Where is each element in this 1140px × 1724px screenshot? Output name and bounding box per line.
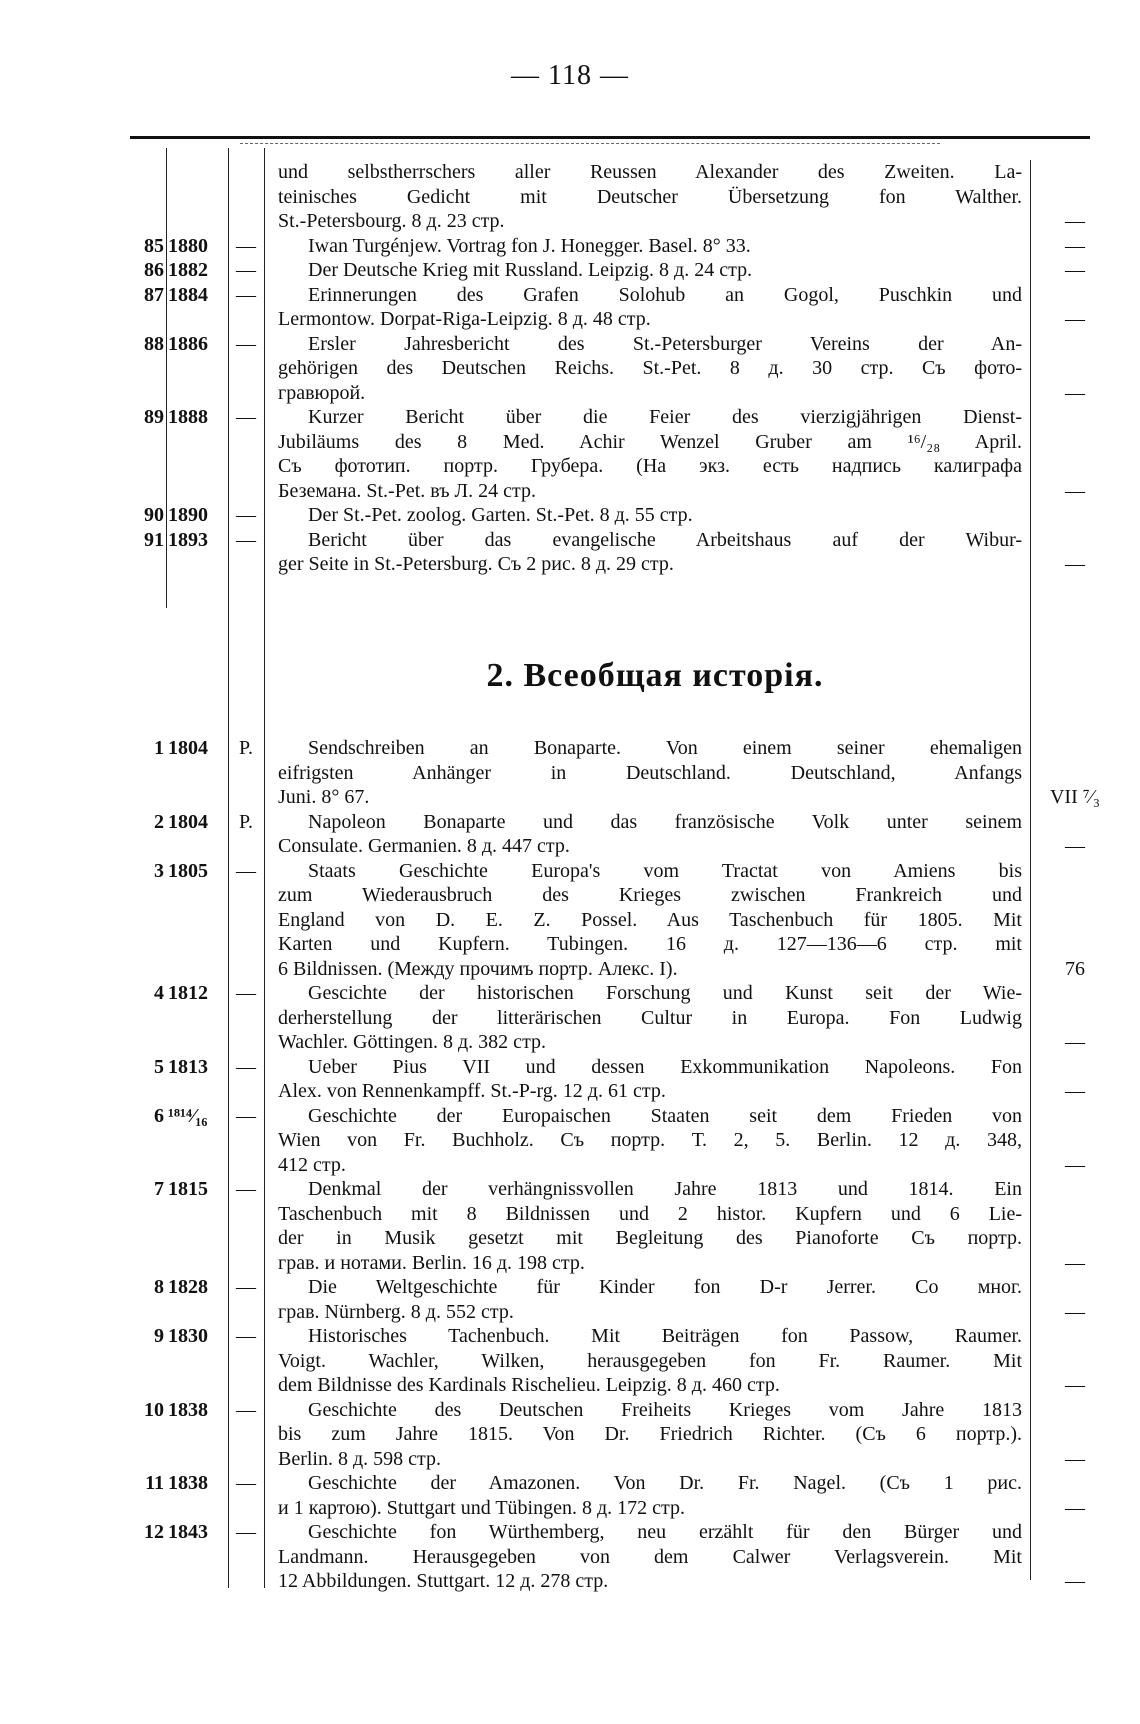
- entry-line: Die Weltgeschichte für Kinder fon D-r Jerrer. Со мног.: [308, 1276, 1022, 1298]
- entry-price: —: [1065, 308, 1085, 330]
- entry-mark: —: [236, 259, 256, 281]
- entry-number: 10: [144, 1398, 164, 1421]
- entry-text: [278, 1177, 1022, 1275]
- entry-line: eifrigsten Anhänger in Deutschland. Deutschland, Anfangs: [278, 761, 1022, 784]
- entry-number: 90: [144, 504, 164, 526]
- entry-text: [278, 258, 1022, 283]
- entry-line: St.-Petersbourg. 8 д. 23 стр.: [278, 210, 505, 232]
- entry-price: —: [1065, 1374, 1085, 1396]
- entry-year: 1813: [168, 1055, 208, 1078]
- entry-line: гравюрой.: [278, 381, 366, 404]
- entry-line: 6 Bildnissen. (Между прочимъ портр. Алекс. I).: [278, 957, 678, 980]
- page-number: — 118 —: [511, 60, 629, 91]
- entry-text: [278, 1324, 1022, 1398]
- entry-year: 1804: [168, 810, 208, 833]
- entry-line: Geschichte fon Würthemberg, neu erzählt für den Bürger und: [308, 1521, 1022, 1543]
- entry-row: [0, 528, 1140, 577]
- entry-text: [278, 1520, 1022, 1594]
- entry-text: [278, 528, 1022, 577]
- entry-mark: —: [236, 1398, 256, 1421]
- entry-mark: P.: [239, 810, 253, 833]
- entry-number: 85: [144, 234, 164, 257]
- entry-row: [0, 1324, 1140, 1398]
- entry-year: 1838: [168, 1398, 208, 1421]
- entry-line: Беземана. St.-Pet. въ Л. 24 стр.: [278, 479, 536, 502]
- entry-row: [0, 258, 1140, 283]
- entry-line: ger Seite in St.-Petersburg. Съ 2 рис. 8 д. 29 стр.: [278, 553, 674, 575]
- entry-line: bis zum Jahre 1815. Von Dr. Friedrich Richter. (Съ 6 портр.).: [278, 1423, 1022, 1445]
- entry-text: [278, 283, 1022, 332]
- entry-line: gehörigen des Deutschen Reichs. St.-Pet. 8 д. 30 стр. Съ фото-: [278, 357, 1022, 379]
- entry-year: 1815: [168, 1178, 208, 1200]
- entry-price: 76: [1065, 957, 1085, 980]
- entry-number: 91: [144, 528, 164, 551]
- entry-year: ¹⁸¹⁴⁄₁₆: [168, 1104, 208, 1127]
- entry-line: und selbstherrschers aller Reussen Alexander des Zweiten. La-: [278, 161, 1022, 183]
- entry-mark: —: [236, 1178, 256, 1200]
- entry-year: 1884: [168, 283, 208, 306]
- entry-line: Voigt. Wachler, Wilken, herausgegeben fon Fr. Raumer. Mit: [278, 1349, 1022, 1372]
- entry-price: VII ⁷⁄₃: [1049, 786, 1101, 808]
- entry-number: 89: [144, 406, 164, 428]
- entry-number: 4: [154, 982, 164, 1004]
- entry-price: —: [1065, 1031, 1085, 1053]
- entry-line: Sendschreiben an Bonaparte. Von einem seiner ehemaligen: [308, 737, 1022, 759]
- entry-mark: P.: [239, 737, 253, 759]
- entry-mark: —: [236, 332, 256, 355]
- entry-line: der in Musik gesetzt mit Begleitung des Pianoforte Съ портр.: [278, 1227, 1022, 1249]
- entry-line: Taschenbuch mit 8 Bildnissen und 2 histor. Kupfern und 6 Lie-: [278, 1202, 1022, 1225]
- entry-price: —: [1065, 1447, 1085, 1470]
- entry-text: [278, 405, 1022, 503]
- entry-line: Historisches Tachenbuch. Mit Beiträgen fon Passow, Raumer.: [308, 1325, 1022, 1347]
- entry-mark: —: [236, 504, 256, 526]
- entry-line: dem Bildnisse des Kardinals Rischelieu. Leipzig. 8 д. 460 стр.: [278, 1374, 780, 1396]
- entry-number: 3: [154, 859, 164, 882]
- entry-row: [0, 1520, 1140, 1594]
- entry-line: Karten und Kupfern. Tubingen. 16 д. 127—136—6 стр. mit: [278, 933, 1022, 955]
- entry-text: [278, 981, 1022, 1055]
- header-rule-dashed: [240, 143, 940, 145]
- entry-price: —: [1065, 1300, 1085, 1323]
- entry-price: —: [1065, 1570, 1085, 1592]
- entry-mark: —: [236, 1055, 256, 1078]
- entry-line: 12 Abbildungen. Stuttgart. 12 д. 278 стр.: [278, 1570, 609, 1592]
- entry-line: Wien von Fr. Buchholz. Съ портр. Т. 2, 5. Berlin. 12 д. 348,: [278, 1129, 1022, 1151]
- entry-text: [278, 332, 1022, 406]
- entry-line: Alex. von Rennenkampff. St.-P-rg. 12 д. 61 стр.: [278, 1080, 666, 1102]
- header-rule: [130, 136, 1090, 139]
- entry-year: 1890: [168, 504, 208, 526]
- entry-year: 1828: [168, 1276, 208, 1298]
- entry-line: teinisches Gedicht mit Deutscher Übersetzung fon Walther.: [278, 185, 1022, 208]
- entry-year: 1830: [168, 1325, 208, 1347]
- entry-text: [278, 810, 1022, 859]
- entry-mark: —: [236, 1325, 256, 1347]
- entry-mark: —: [236, 982, 256, 1004]
- entry-price: —: [1065, 381, 1085, 404]
- entry-number: 6: [154, 1104, 164, 1127]
- entry-text: [278, 1275, 1022, 1324]
- entry-year: 1805: [168, 859, 208, 882]
- entry-mark: —: [236, 234, 256, 257]
- entry-number: 7: [154, 1178, 164, 1200]
- entry-line: Gescichte der historischen Forschung und Kunst seit der Wie-: [308, 982, 1022, 1004]
- entry-line: Ueber Pius VII und dessen Exkommunikation Napoleons. Fon: [308, 1055, 1022, 1078]
- entry-text: [278, 234, 1022, 259]
- entry-price: —: [1065, 1153, 1085, 1176]
- entry-row: [0, 859, 1140, 982]
- entry-line: Съ фототип. портр. Грубера. (На экз. есть надпись калиграфа: [278, 455, 1022, 477]
- entry-line: Wachler. Göttingen. 8 д. 382 стр.: [278, 1031, 547, 1053]
- entry-line: Juni. 8° 67.: [278, 786, 370, 808]
- entry-line: Lermontow. Dorpat-Riga-Leipzig. 8 д. 48 стр.: [278, 308, 651, 330]
- entry-year: 1843: [168, 1521, 208, 1543]
- entry-row: [0, 503, 1140, 528]
- entry-text: [278, 1398, 1022, 1472]
- entry-mark: —: [236, 1521, 256, 1543]
- entry-price: —: [1065, 259, 1085, 281]
- entry-text: [278, 1055, 1022, 1104]
- entry-number: 11: [145, 1472, 164, 1494]
- entry-price: —: [1065, 234, 1085, 257]
- entry-mark: —: [236, 859, 256, 882]
- entry-number: 2: [154, 810, 164, 833]
- entry-price: —: [1065, 1496, 1085, 1519]
- entry-price: —: [1065, 479, 1085, 502]
- entry-year: 1838: [168, 1472, 208, 1494]
- entry-line: Der St.-Pet. zoolog. Garten. St.-Pet. 8 д. 55 стр.: [308, 504, 693, 526]
- entry-row: [0, 1177, 1140, 1275]
- entry-number: 88: [144, 332, 164, 355]
- entry-line: Bericht über das evangelische Arbeitshaus auf der Wibur-: [308, 528, 1022, 551]
- entry-line: Geschichte der Amazonen. Von Dr. Fr. Nagel. (Съ 1 рис.: [308, 1472, 1022, 1494]
- entry-line: Kurzer Bericht über die Feier des vierzigjährigen Dienst-: [308, 406, 1022, 428]
- entry-line: England von D. E. Z. Possel. Aus Taschenbuch für 1805. Mit: [278, 908, 1022, 931]
- entry-line: Geschichte des Deutschen Freiheits Krieges vom Jahre 1813: [308, 1398, 1022, 1421]
- entry-mark: —: [236, 406, 256, 428]
- entry-year: 1804: [168, 737, 208, 759]
- entry-row: [0, 405, 1140, 503]
- entry-text: [278, 160, 1022, 234]
- entry-row: [0, 160, 1140, 234]
- entry-line: Geschichte der Europaischen Staaten seit dem Frieden von: [308, 1104, 1022, 1127]
- entry-line: Landmann. Herausgegeben von dem Calwer Verlagsverein. Mit: [278, 1545, 1022, 1568]
- entry-row: [0, 283, 1140, 332]
- entry-row: [0, 981, 1140, 1055]
- entry-year: 1880: [168, 234, 208, 257]
- entry-year: 1893: [168, 528, 208, 551]
- entry-line: Berlin. 8 д. 598 стр.: [278, 1447, 442, 1470]
- entry-year: 1886: [168, 332, 208, 355]
- entry-text: [278, 1104, 1022, 1178]
- entry-row: [0, 736, 1140, 810]
- entry-mark: —: [236, 283, 256, 306]
- entry-row: [0, 810, 1140, 859]
- entry-row: [0, 1055, 1140, 1104]
- entry-row: [0, 1104, 1140, 1178]
- entry-line: zum Wiederausbruch des Krieges zwischen Frankreich und: [278, 884, 1022, 906]
- entry-line: Erinnerungen des Grafen Solohub an Gogol, Puschkin und: [308, 283, 1022, 306]
- entry-mark: —: [236, 528, 256, 551]
- entry-line: Denkmal der verhängnissvollen Jahre 1813 und 1814. Ein: [308, 1178, 1022, 1200]
- entry-line: derherstellung der litterärischen Cultur in Europa. Fon Ludwig: [278, 1006, 1022, 1029]
- entry-number: 9: [154, 1325, 164, 1347]
- entry-price: —: [1065, 1080, 1085, 1102]
- entry-line: Staats Geschichte Europa's vom Tractat von Amiens bis: [308, 859, 1022, 882]
- entry-price: —: [1065, 210, 1085, 232]
- entry-row: [0, 1398, 1140, 1472]
- entry-line: грав. и нотами. Berlin. 16 д. 198 стр.: [278, 1251, 585, 1274]
- entry-number: 86: [144, 259, 164, 281]
- entry-number: 87: [144, 283, 164, 306]
- entry-text: [278, 1471, 1022, 1520]
- entry-line: Consulate. Germanien. 8 д. 447 стр.: [278, 835, 570, 857]
- entry-line: грав. Nürnberg. 8 д. 552 стр.: [278, 1300, 514, 1323]
- entry-year: 1812: [168, 982, 208, 1004]
- entry-price: —: [1065, 1251, 1085, 1274]
- entry-mark: —: [236, 1276, 256, 1298]
- entry-row: [0, 332, 1140, 406]
- entry-number: 1: [154, 737, 164, 759]
- entry-row: [0, 234, 1140, 259]
- entry-year: 1888: [168, 406, 208, 428]
- entry-price: —: [1065, 553, 1085, 575]
- entry-line: и 1 картою). Stuttgart und Tübingen. 8 д. 172 стр.: [278, 1496, 686, 1519]
- entry-line: Iwan Turgénjew. Vortrag fon J. Honegger. Basel. 8° 33.: [308, 234, 751, 257]
- section-heading: 2. Всеобщая исторія.: [486, 657, 824, 694]
- entry-year: 1882: [168, 259, 208, 281]
- entry-price: —: [1065, 835, 1085, 857]
- entry-number: 12: [144, 1521, 164, 1543]
- entry-number: 8: [154, 1276, 164, 1298]
- entry-row: [0, 1471, 1140, 1520]
- entry-line: Napoleon Bonaparte und das französische Volk unter seinem: [308, 810, 1022, 833]
- entry-mark: —: [236, 1104, 256, 1127]
- entry-number: 5: [154, 1055, 164, 1078]
- entry-line: Der Deutsche Krieg mit Russland. Leipzig. 8 д. 24 стр.: [308, 259, 753, 281]
- entry-text: [278, 859, 1022, 982]
- entry-line: Jubiläums des 8 Med. Achir Wenzel Gruber am ¹⁶/₂₈ April.: [278, 430, 1022, 453]
- entry-row: [0, 1275, 1140, 1324]
- entry-text: [278, 736, 1022, 810]
- entry-line: Ersler Jahresbericht des St.-Petersburger Vereins der An-: [308, 332, 1022, 355]
- entry-text: [278, 503, 1022, 528]
- entry-line: 412 стр.: [278, 1153, 346, 1176]
- entry-mark: —: [236, 1472, 256, 1494]
